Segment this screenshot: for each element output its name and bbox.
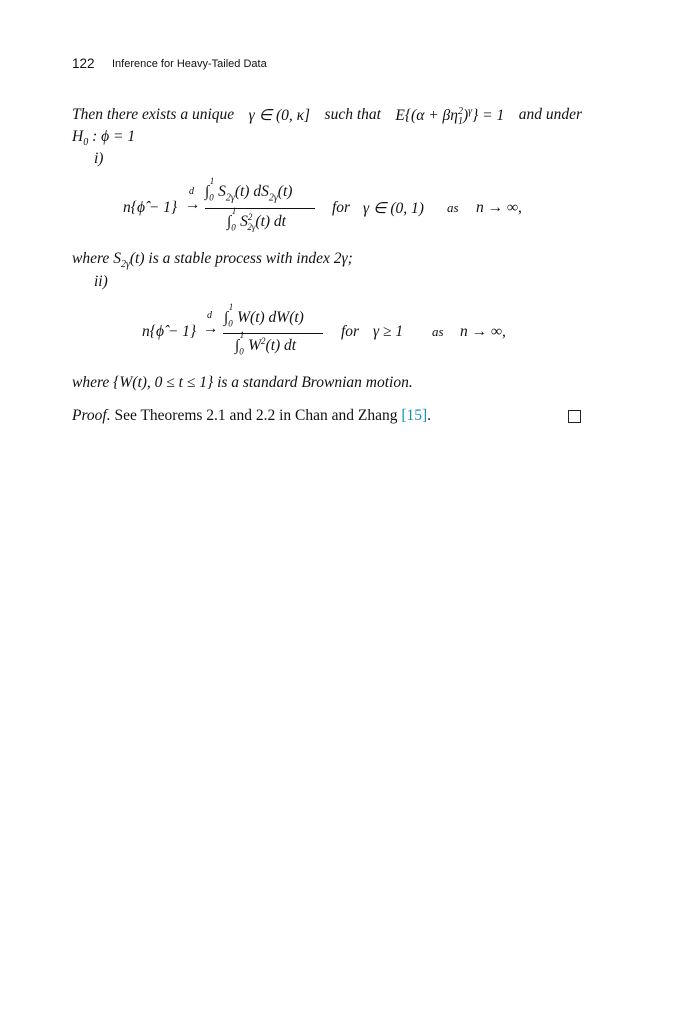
convergence-arrow-icon: →: [203, 320, 219, 337]
eq2-lhs: n{ϕ̂ − 1}: [142, 323, 197, 340]
eq1-fraction-bar: [205, 208, 315, 209]
eq2-for: for: [341, 323, 360, 340]
eq2-numerator: $\int_0^1$ W(t) dW(t): [224, 302, 304, 329]
expectation-open: E{(α + βη: [395, 107, 458, 125]
eq1-lhs: n{ϕ̂ − 1}: [123, 199, 178, 216]
eq2-fraction-bar: [223, 333, 323, 334]
citation-link[interactable]: [15]: [401, 407, 428, 424]
where-stable-process: where $S_{2\gamma}(t)$ is a stable process with index 2γ;: [72, 250, 353, 271]
eq1-for: for: [332, 199, 351, 216]
proof-label: Proof.: [72, 407, 111, 424]
eq1-arrow-label: d: [189, 186, 194, 197]
page-number: 122: [72, 56, 95, 71]
hypothesis-value: : ϕ = 1: [88, 128, 136, 145]
hypothesis-symbol: H: [72, 128, 84, 145]
eq2-condition: γ ≥ 1: [373, 323, 404, 340]
denominator-end: (t) dt: [265, 337, 297, 355]
where-brownian-motion: where {W(t), 0 ≤ t ≤ 1} is a standard Brownian motion.: [72, 374, 413, 391]
eq1-numerator: $\int_0^1$ $S_{2\gamma}(t)$ $dS_{2\gamma}(t)$: [205, 176, 293, 204]
numerator-w: W(t) dW(t): [237, 309, 304, 327]
gamma-range: γ ∈ (0, κ]: [248, 107, 311, 124]
stable-description: (t) is a stable process with index 2γ;: [129, 250, 353, 267]
item-ii-label: ii): [94, 273, 108, 290]
running-head: Inference for Heavy-Tailed Data: [112, 58, 267, 70]
proof-period: .: [427, 407, 432, 424]
eq2-denominator: $\int_0^1$ $W^2(t)$ dt: [235, 330, 297, 357]
denominator-w: W: [248, 337, 262, 355]
expectation-eq: } = 1: [472, 107, 505, 125]
numerator-mid: (t) dS: [234, 183, 269, 201]
where-word: where: [72, 250, 110, 267]
eq2-as: as: [432, 324, 444, 339]
convergence-arrow-icon: →: [185, 196, 201, 213]
expectation-close: ): [462, 107, 469, 125]
eq1-denominator: $\int_0^1$ $S^2_{2\gamma}(t)$ dt: [227, 206, 286, 233]
numerator-end: (t): [277, 183, 293, 201]
theorem-line-1: [72, 106, 582, 127]
eq1-condition: γ ∈ (0, 1): [363, 200, 424, 217]
proof-text: See Theorems 2.1 and 2.2 in Chan and Zhang: [114, 407, 398, 424]
theorem-text: such that: [324, 106, 381, 123]
eq1-limit: n → ∞,: [476, 199, 522, 216]
denominator-end: (t) dt: [255, 213, 286, 231]
theorem-text: and under: [518, 106, 582, 123]
item-i-label: i): [94, 150, 104, 167]
proof-line: [72, 407, 431, 425]
qed-square-icon: [568, 410, 581, 423]
null-hypothesis: $H_0$ : ϕ = 1: [72, 128, 136, 149]
eq1-as: as: [447, 200, 459, 215]
eq2-arrow-label: d: [207, 310, 212, 321]
eq2-limit: n → ∞,: [460, 323, 506, 340]
theorem-text: Then there exists a unique: [72, 106, 235, 123]
expectation-expr: $E\{(\alpha + \beta\eta^2_1)^\gamma\} = 1$: [395, 106, 505, 128]
stable-symbol: S: [113, 250, 121, 267]
denominator-s: S: [240, 213, 248, 231]
numerator-s: S: [218, 183, 226, 201]
